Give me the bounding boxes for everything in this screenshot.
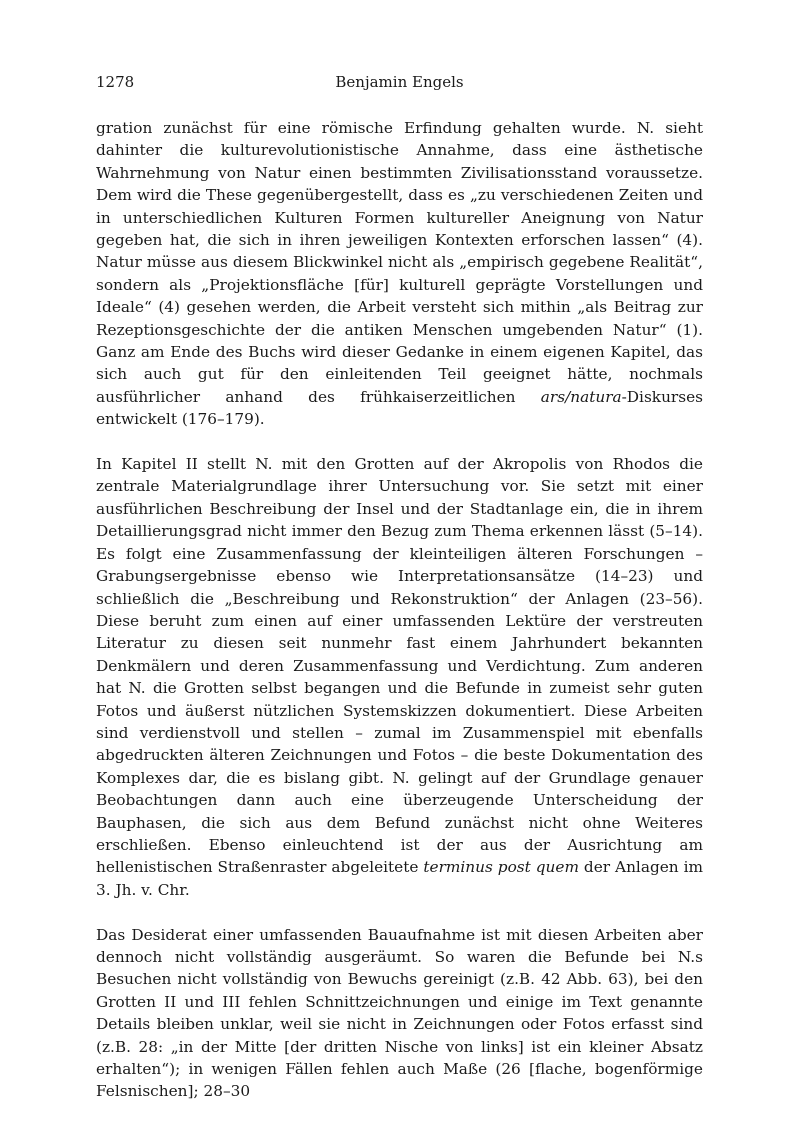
paragraph-1 — [96, 117, 703, 431]
paragraph-3 — [96, 924, 703, 1103]
page-header — [96, 70, 703, 94]
page-number: 1278 — [96, 73, 135, 91]
paragraph-1-italic: ars/natura — [540, 387, 622, 406]
paragraph-2-text: In Kapitel II stellt N. mit den Grotten auf der Akropolis von Rhodos die zentrale Materialgrundlage ihrer Untersuchung vor. Sie setzt mit einer ausführlichen Beschreibung der Insel und der Stadtanlage ein, die in ihrem Detaillierungsgrad nicht immer den Bezug zum Thema erkennen lässt (5–14). Es folgt eine Zusammenfassung der kleinteiligen älteren Forschungen – Grabungsergebnisse ebenso wie Interpretationsansätze (14–23) und schließlich die „Beschreibung und Rekonstruktion“ der Anlagen (23–56). Diese beruht zum einen auf einer umfassenden Lektüre der verstreuten Literatur zu diesen seit nunmehr fast einem Jahrhundert bekannten Denkmälern und deren Zusammenfassung und Verdichtung. Zum anderen hat N. die Grotten selbst begangen und die Befunde in zumeist sehr guten Fotos und äußerst nützlichen Systemskizzen dokumentiert. Diese Arbeiten sind verdienstvoll und stellen – zumal im Zusammenspiel mit ebenfalls abgedruckten älteren Zeichnungen und Fotos – die beste Dokumentation des Komplexes dar, die es bislang gibt. N. gelingt auf der Grundlage genauer Beobachtungen dann auch eine überzeugende Unterscheidung der Bauphasen, die sich aus dem Befund zunächst nicht ohne Weiteres erschließen. Ebenso einleuchtend ist der aus der Ausrichtung am hellenistischen Straßenraster abgeleitete — [96, 455, 703, 877]
paragraph-3-text: Das Desiderat einer umfassenden Bauaufnahme ist mit diesen Arbeiten aber dennoch nicht vollständig ausgeräumt. So waren die Befunde bei N.s Besuchen nicht vollständig von Bewuchs gereinigt (z.B. 42 Abb. 63), bei den Grotten II und III fehlen Schnittzeichnungen und einige im Text genannte Details bleiben unklar, weil sie nicht in Zeichnungen oder Fotos erfasst sind (z.B. 28: „in der Mitte [der dritten Nische von links] ist ein kleiner Absatz erhalten“); in wenigen Fällen fehlen auch Maße (26 [flache, bogenförmige Felsnischen]; 28–30 — [96, 925, 703, 1101]
paragraph-2-text-end: der Anlagen im 3. Jh. v. Chr. — [96, 858, 703, 899]
paragraph-2 — [96, 453, 703, 901]
paragraph-1-text-end: -Diskurses entwickelt (176–179). — [96, 387, 703, 429]
paragraph-1-text: gration zunächst für eine römische Erfindung gehalten wurde. N. sieht dahinter die kulturevolutionistische Annahme, dass eine ästhetische Wahrnehmung von Natur einen bestimmten Zivilisationsstand voraussetze. Dem wird die These gegenübergestellt, dass es „zu verschiedenen Zeiten und in unterschiedlichen Kulturen Formen kultureller Aneignung von Natur gegeben hat, die sich in ihren jeweiligen Kontexten erforschen lassen“ (4). Natur müsse aus diesem Blickwinkel nicht als „empirisch gegebene Realität“, sondern als „Projektionsfläche [für] kulturell geprägte Vorstellungen und Ideale“ (4) gesehen werden, die Arbeit versteht sich mithin „als Beitrag zur Rezeptionsgeschichte der die antiken Menschen umgebenden Natur“ (1). Ganz am Ende des Buchs wird dieser Gedanke in einem eigenen Kapitel, das sich auch gut für den einleitenden Teil geeignet hätte, nochmals ausführlicher anhand des frühkaiserzeitlichen — [96, 119, 703, 406]
body-text — [96, 117, 703, 1103]
paragraph-2-italic: terminus post quem — [423, 858, 579, 877]
running-head: Benjamin Engels — [335, 73, 464, 91]
